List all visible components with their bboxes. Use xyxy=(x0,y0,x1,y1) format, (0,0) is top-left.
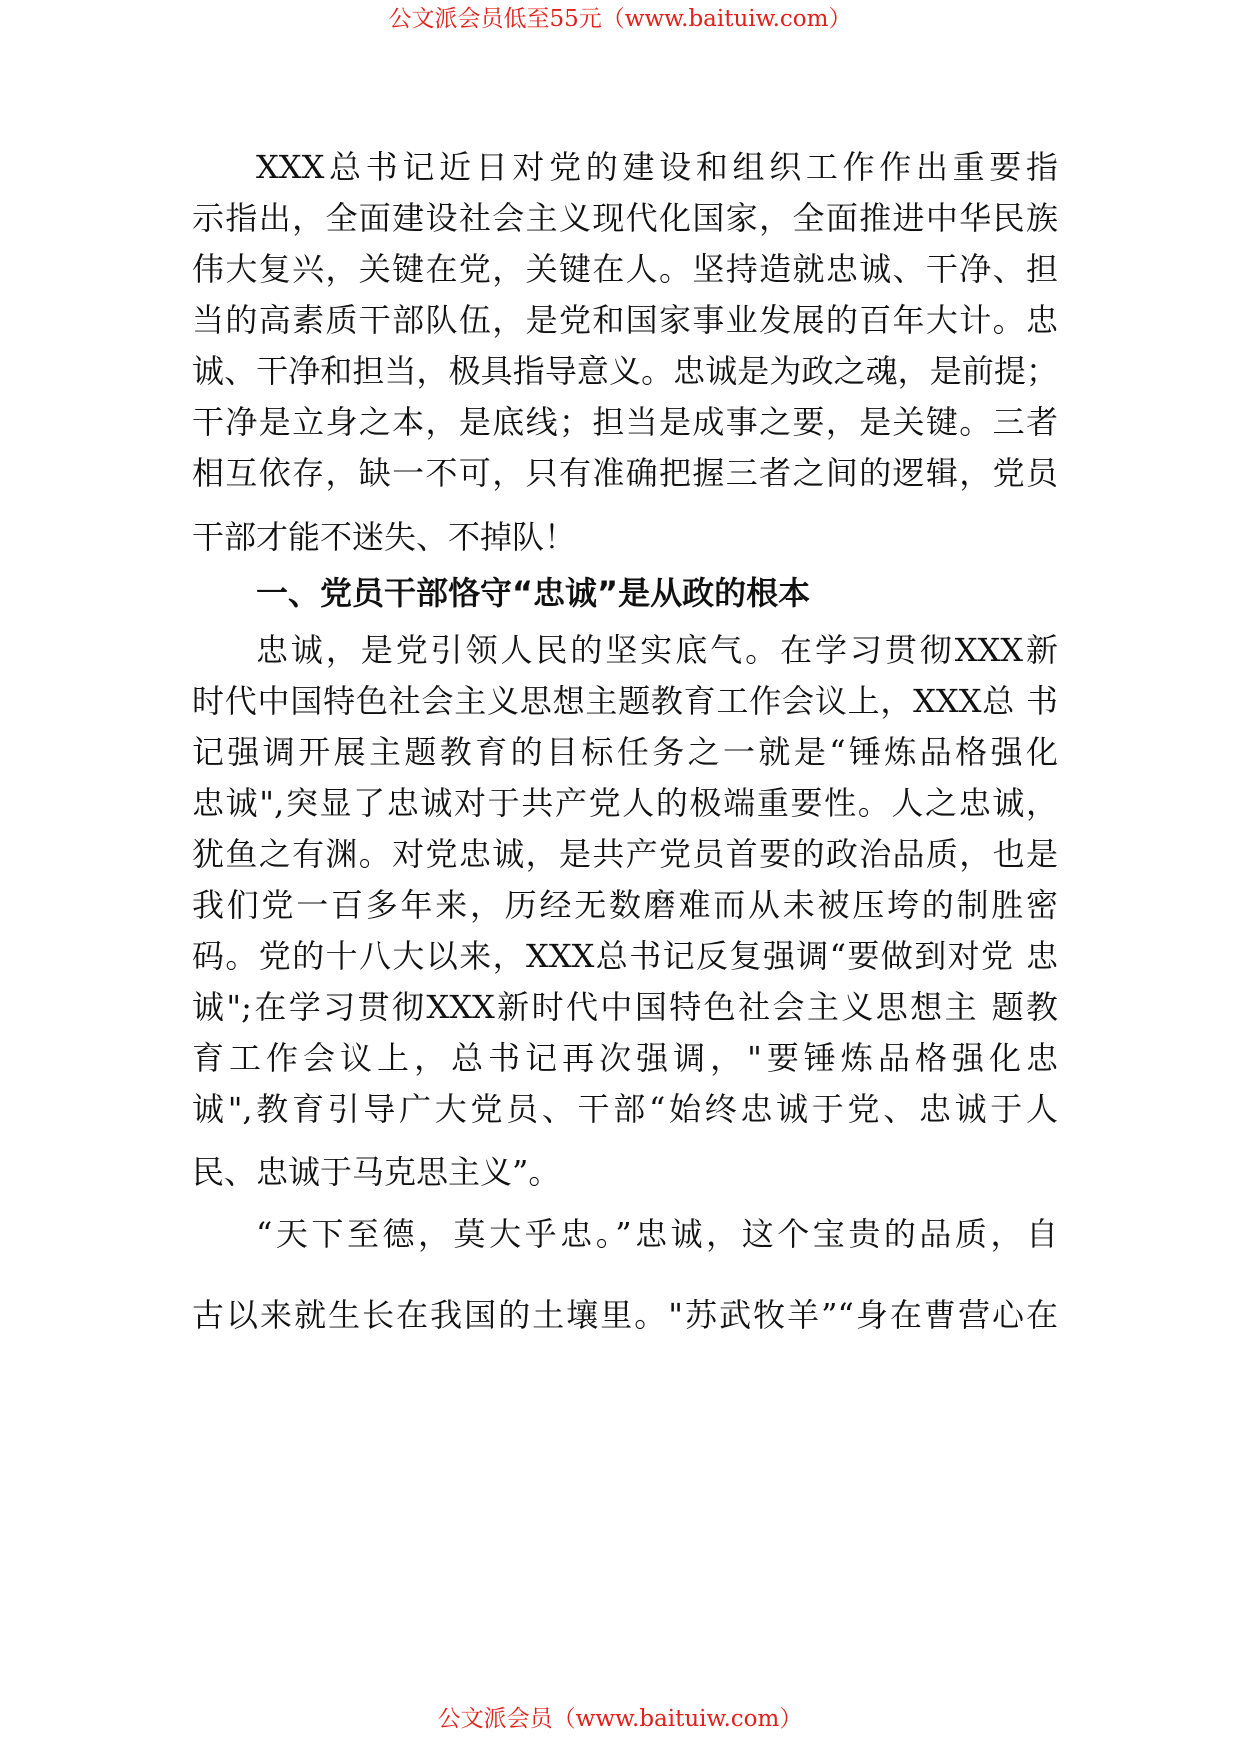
section-line-8: 诚";在学习贯彻XXX新时代中国特色社会主义思想主 题教 xyxy=(192,988,1058,1026)
footer-banner: 公文派会员（www.baituiw.com） xyxy=(437,1706,803,1732)
section-line-1: 忠诚，是党引领人民的坚实底气。在学习贯彻XXX新 xyxy=(256,631,1058,669)
quote-line-1: “天下至德，莫大乎忠。”忠诚，这个宝贵的品质，自 xyxy=(256,1215,1058,1253)
intro-line-6: 干净是立身之本，是底线；担当是成事之要，是关键。三者 xyxy=(192,403,1058,441)
header-banner: 公文派会员低至55元（www.baituiw.com） xyxy=(388,6,852,32)
section-line-11: 民、忠诚于马克思主义”。 xyxy=(192,1153,561,1191)
intro-line-7: 相互依存，缺一不可，只有准确把握三者之间的逻辑，党员 xyxy=(192,454,1058,492)
section-line-6: 我们党一百多年来，历经无数磨难而从未被压垮的制胜密 xyxy=(192,886,1058,924)
intro-line-4: 当的高素质干部队伍，是党和国家事业发展的百年大计。忠 xyxy=(192,301,1058,339)
quote-line-2: 古以来就生长在我国的土壤里。"苏武牧羊”“身在曹营心在 xyxy=(192,1296,1058,1334)
section-line-2: 时代中国特色社会主义思想主题教育工作会议上，XXX总 书 xyxy=(192,682,1058,720)
intro-line-8: 干部才能不迷失、不掉队！ xyxy=(192,518,577,556)
intro-line-3: 伟大复兴，关键在党，关键在人。坚持造就忠诚、干净、担 xyxy=(192,250,1058,288)
section-line-10: 诚",教育引导广大党员、干部“始终忠诚于党、忠诚于人 xyxy=(192,1090,1058,1128)
section-line-9: 育工作会议上，总书记再次强调，"要锤炼品格强化忠 xyxy=(192,1039,1058,1077)
section-line-7: 码。党的十八大以来，XXX总书记反复强调“要做到对党 忠 xyxy=(192,937,1058,975)
intro-line-1: XXX总书记近日对党的建设和组织工作作出重要指 xyxy=(256,148,1058,186)
section-line-4: 忠诚",突显了忠诚对于共产党人的极端重要性。人之忠诚， xyxy=(192,784,1058,822)
section-heading: 一、党员干部恪守“忠诚”是从政的根本 xyxy=(256,574,811,612)
section-line-3: 记强调开展主题教育的目标任务之一就是“锤炼品格强化 xyxy=(192,733,1058,771)
intro-line-2: 示指出，全面建设社会主义现代化国家，全面推进中华民族 xyxy=(192,199,1058,237)
section-line-5: 犹鱼之有渊。对党忠诚，是共产党员首要的政治品质，也是 xyxy=(192,835,1058,873)
intro-line-5: 诚、干净和担当，极具指导意义。忠诚是为政之魂，是前提； xyxy=(192,352,1058,390)
